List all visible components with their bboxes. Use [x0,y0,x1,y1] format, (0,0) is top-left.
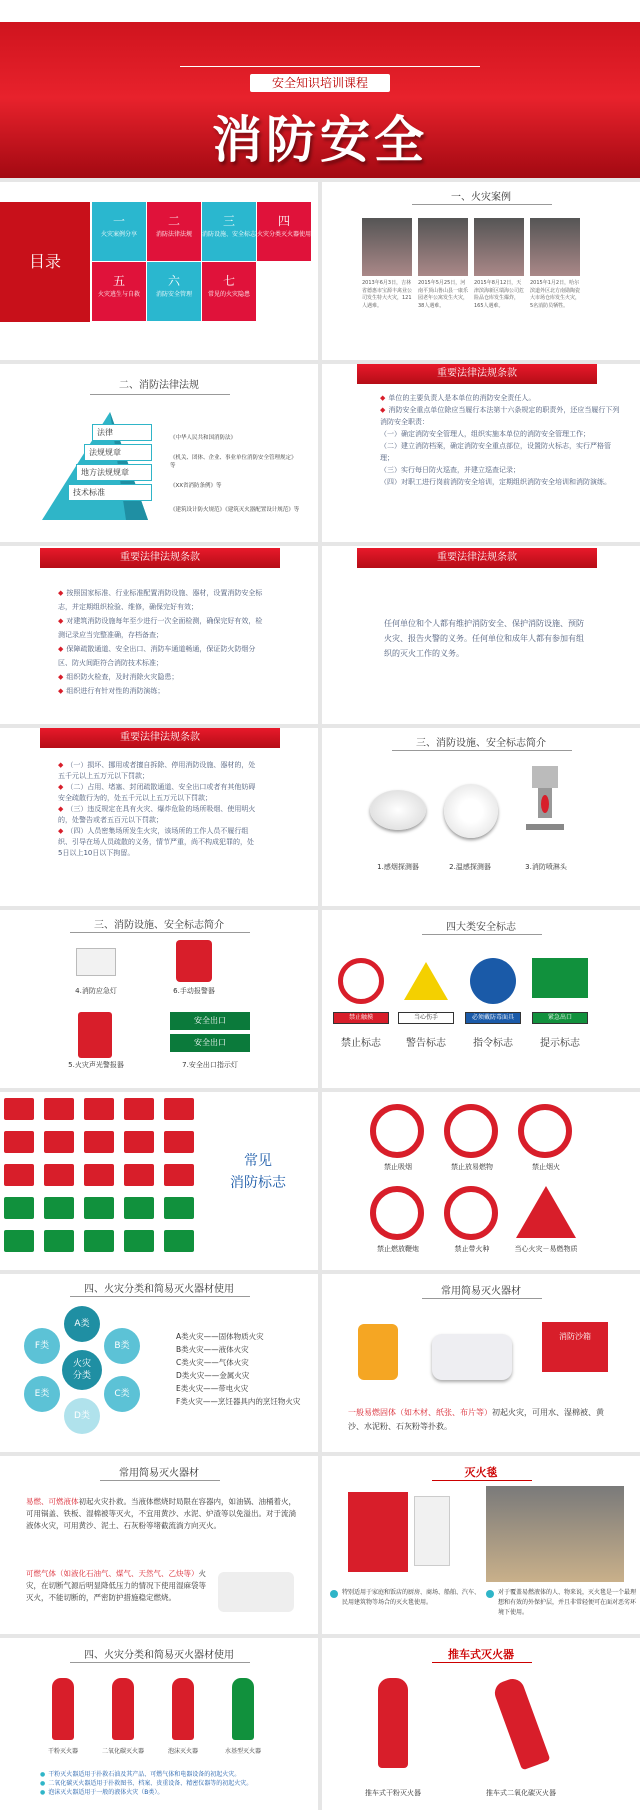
law-level-box: 法规规章 [84,444,152,461]
bullet-icon: ◆ [58,589,64,597]
class-node: B类 [104,1328,140,1364]
rule-text: （四）对职工进行岗前消防安全培训，定期组织消防安全培训和消防演练。 [380,478,611,486]
rule-text: （二）占用、堵塞、封闭疏散通道、安全出口或者有其他妨碍安全疏散行为的，处五千元以上五万元以下罚款； [58,783,256,802]
cover-slide [0,0,640,178]
cart-caption: 推车式干粉灭火器 [365,1789,421,1797]
class-node: A类 [64,1306,100,1342]
rules3-slide [322,546,640,724]
rule-text: （三）违反规定在具有火灾、爆炸危险的场所吸烟、使用明火的，处警告或者五百元以下罚款； [58,805,256,824]
classes-center: 火灾 分类 [62,1350,102,1390]
small-sign-icon [124,1197,154,1219]
law-note: 《XX省消防条例》等 [170,483,222,489]
bullet-icon: ◆ [380,394,386,402]
rule-text: 单位的主要负责人是本单位的消防安全责任人。 [388,394,536,402]
note-dot-icon: ● [40,1789,46,1796]
forbid-grid [322,1092,640,1270]
cart-slide [322,1638,640,1810]
sign-tag: 当心伤手 [398,1012,454,1024]
rule-text: 消防安全重点单位除应当履行本法第十六条规定的职责外，还应当履行下列消防安全职责： [380,406,620,426]
law-title: 二、消防法律法规 [119,380,199,391]
extinguisher-label: 水基型灭火器 [224,1748,261,1755]
rule-line [380,440,620,464]
extinguisher-icon [112,1678,134,1740]
forbid-sign-icon [370,1186,424,1240]
rules4-slide [0,728,318,906]
simple2-title: 常用简易灭火器材 [119,1468,199,1479]
extinguisher-label: 干粉灭火器 [47,1748,78,1755]
rule-line [380,464,620,476]
rule-text: （二）建立消防档案，确定消防安全重点部位，设置防火标志，实行严格管理； [380,442,611,462]
rule-text: 组织进行有针对性的消防演练； [66,687,165,695]
toc-item-num: 三 [222,214,235,228]
rule-text: 按照国家标准、行业标准配置消防设施、器材，设置消防安全标志，并定期组织检验、维修，确保完好有效； [58,589,263,611]
blanket-slide [322,1456,640,1634]
law-note: 《建筑设计防火规范》《建筑灭火器配置设计规范》等 [170,507,300,513]
rules1-text [380,392,620,488]
class-node: C类 [104,1376,140,1412]
ext-slide [0,1638,318,1810]
tip-dot-icon [330,1590,338,1598]
forbid-sign-icon [444,1104,498,1158]
rule-line [58,684,268,698]
small-sign-icon [44,1131,74,1153]
cases-list [362,218,632,358]
rules2-text [58,586,268,698]
law-level-box: 技术标准 [68,484,152,501]
law-note: 《机关、团体、企业、事业单位消防安全管理规定》等 [170,455,297,469]
toc-item-num: 五 [112,274,125,288]
small-sign-icon [4,1164,34,1186]
rule-text: （一）确定消防安全管理人，组织实施本单位的消防安全管理工作； [380,430,590,438]
forbid-label: 禁止放易燃物 [451,1163,493,1171]
rule-line [380,404,620,428]
case-caption: 2015年8月12日，天津滨海新区瑞海公司危险品仓库发生爆炸，165人遇难。 [474,280,525,309]
forbid-label: 禁止烟火 [532,1163,560,1171]
small-sign-icon [84,1197,114,1219]
four-title: 四大类安全标志 [446,922,516,933]
small-sign-icon [84,1098,114,1120]
wet-blanket-icon [432,1334,512,1380]
small-sign-icon [4,1230,34,1252]
bullet-icon: ◆ [58,805,64,813]
small-sign-icon [164,1131,194,1153]
equip-caption: 7.安全出口指示灯 [182,1061,238,1069]
extinguisher-icon [52,1678,74,1740]
rules1-header: 重要法律法规条款 [357,364,597,384]
small-sign-icon [164,1098,194,1120]
forbid-sign-icon [370,1104,424,1158]
gas-valve-icon [218,1572,294,1612]
classes-slide [0,1274,318,1452]
small-sign-icon [164,1197,194,1219]
simple-text: 一般易燃固体（如木材、纸张、布片等）初起火灾，可用水、湿棉被、黄沙、水泥粉、石灰粉等扑救。 [348,1408,604,1431]
note-text: 干粉灭火器适用于扑救石油及其产品、可燃气体和电器设备的初起火灾。 [48,1771,241,1778]
class-node: E类 [24,1376,60,1412]
exit-sign-2: 安全出口 [170,1034,250,1052]
class-node: D类 [64,1398,100,1434]
rule-line [58,804,258,826]
cover-title: 消防安全 [212,111,428,169]
rule-line [58,586,268,614]
law-level-box: 法律 [92,424,152,441]
rules2-slide [0,546,318,724]
rule-line [380,392,620,404]
rule-line [58,642,268,670]
rules4-text [58,760,258,859]
toc-item-num: 二 [167,214,180,228]
equip-caption: 4.消防应急灯 [75,987,117,995]
law-slide [0,364,318,542]
extinguisher-label: 二氧化碳灭火器 [101,1748,144,1755]
small-sign-icon [84,1230,114,1252]
rule-line [380,476,620,488]
common-title: 常见 消防标志 [230,1153,286,1191]
cover-line [180,66,480,67]
note-text: 二氧化碳灭火器适用于扑救图书、档案、贵重设备、精密仪器等的初起火灾。 [48,1780,253,1787]
rules3-text: 任何单位和个人都有维护消防安全、保护消防设施、预防火灾、报告火警的义务。任何单位和成年人都有参加有组织的灭火工作的义务。 [384,619,584,658]
cart-title: 推车式灭火器 [448,1648,514,1661]
small-sign-icon [84,1164,114,1186]
note-dot-icon: ● [40,1780,46,1787]
law-note: 《中华人民共和国消防法》 [170,435,237,441]
tip-text: 对于覆盖易燃液体的人、物来说，灭火毯是一个最理想和有效的外保护层，并且非常轻便可在面对恶劣环境下使用。 [498,1589,637,1616]
simple-slide [322,1274,640,1452]
four-signs-slide [322,910,640,1088]
case-caption: 2015年5月25日，河南平顶山鲁山县一康乐园老年公寓发生火灾，38人遇难。 [418,280,469,309]
forbid-label: 禁止燃放鞭炮 [377,1245,419,1253]
small-sign-icon [124,1098,154,1120]
bullet-icon: ◆ [380,406,386,414]
exit-sign-1: 安全出口 [170,1012,250,1030]
case-photo [418,218,468,276]
toc-item-text: 火灾分类灭火器使用 [257,231,312,238]
toc-item-text: 火灾案例分享 [100,231,137,238]
rule-text: （一）损坏、挪用或者擅自拆除、停用消防设施、器材的，处五千元以上五万元以下罚款； [58,761,256,780]
simple2-slide [0,1456,318,1634]
forbid-label: 禁止吸烟 [384,1163,412,1171]
case-photo [474,218,524,276]
rule-text: （四）人员密集场所发生火灾，该场所的工作人员不履行组织、引导在场人员疏散的义务，情节严重，尚不构成犯罪的，处5日以上10日以下拘留。 [58,827,254,857]
simple2-p2: 可燃气体（如液化石油气、煤气、天然气、乙炔等）火灾，在切断气源后明显降低压力的情况下使用湿麻袋等灭火，不能切断的，严密防护措施稳定燃烧。 [26,1569,206,1602]
toc-item[interactable] [92,202,146,261]
cover-subtitle: 安全知识培训课程 [250,74,390,92]
sign-label: 提示标志 [540,1038,580,1049]
ext-notes [40,1770,310,1797]
toc-item-num: 一 [112,214,125,228]
forbid-slide [322,1092,640,1270]
small-sign-icon [84,1131,114,1153]
sign-tag: 禁止触摸 [333,1012,389,1024]
bullet-icon: ◆ [58,617,64,625]
equip1-captions [322,728,640,906]
rule-line [58,670,268,684]
equip-caption: 5.火灾声光警报器 [68,1061,124,1069]
extinguisher-label: 泡沫灭火器 [167,1748,198,1755]
small-sign-icon [164,1230,194,1252]
toc-item[interactable] [202,262,256,321]
case-photo [530,218,580,276]
bullet-icon: ◆ [58,761,64,769]
forbid-sign-icon [444,1186,498,1240]
rules1-slide [322,364,640,542]
small-sign-icon [164,1164,194,1186]
sign-label: 禁止标志 [341,1038,381,1049]
small-sign-icon [44,1230,74,1252]
bullet-icon: ◆ [58,645,64,653]
class-line: A类火灾——固体物质火灾 [176,1332,264,1341]
bullet-icon: ◆ [58,827,64,835]
rule-line [58,826,258,859]
toc-item-text: 常见的火灾隐患 [207,291,250,298]
toc-item[interactable] [147,262,201,321]
equip-caption: 2.温感探测器 [449,863,491,871]
ext-title: 四、火灾分类和简易灭火器材使用 [84,1650,234,1661]
tip-dot-icon [486,1590,494,1598]
extinguisher-icon [232,1678,254,1740]
bullet-icon: ◆ [58,783,64,791]
toc-grid [92,202,312,322]
rule-text: 对建筑消防设施每年至少进行一次全面检测，确保完好有效，检测记录应当完整准确，存档备查； [58,617,263,639]
case-caption: 2015年1月2日，哈尔滨道外区北方南勋陶瓷大市场仓库发生火灾，5名消防员牺牲。 [530,280,581,309]
sand-box-icon: 消防沙箱 [542,1322,608,1372]
equip1-slide [322,728,640,906]
cover-top-strip [0,0,640,22]
rules2-header: 重要法律法规条款 [40,548,280,568]
equip2-slide [0,910,318,1088]
ext-note [40,1788,310,1797]
class-line: F类火灾——烹饪器具内的烹饪物火灾 [176,1397,301,1406]
law-level-box: 地方法规规章 [76,464,152,481]
equip-caption: 1.感烟探测器 [377,863,419,871]
firefighter-icon [358,1324,398,1380]
class-line: E类火灾——带电火灾 [176,1384,249,1393]
blanket-title: 灭火毯 [464,1466,498,1479]
equip2-captions [0,910,318,1088]
rule-text: 保障疏散通道、安全出口、消防车通道畅通，保证防火防烟分区、防火间距符合消防技术标准； [58,645,256,667]
sign-tag: 紧急出口 [532,1012,588,1024]
simple2-p1: 易燃、可燃液体初起火灾扑救。当液体燃烧时局限在容器内，如油锅、油桶着火，可用锅盖、铁板、湿棉被等灭火，不宜用黄沙、水泥、炉渣等以免溢出。对于流淌液体火灾，可用黄沙、泥土、石灰粉等堵截流淌方向灭火。 [26,1497,296,1530]
small-sign-icon [4,1131,34,1153]
common-signs-slide [0,1092,318,1270]
sign-grid [4,1098,204,1264]
law-levels [0,364,318,542]
rule-line [380,428,620,440]
sign-label: 警告标志 [406,1038,446,1049]
four-list [322,910,640,1088]
forbid-label: 禁止带火种 [454,1245,490,1253]
toc-item[interactable] [257,202,311,261]
rules4-header: 重要法律法规条款 [40,728,280,748]
ext-note [40,1770,310,1779]
class-node: F类 [24,1328,60,1364]
toc-item-num: 六 [167,274,180,288]
toc-item[interactable] [92,262,146,321]
small-sign-icon [124,1131,154,1153]
toc-item-text: 消防安全管理 [155,291,192,298]
bullet-icon: ◆ [58,673,64,681]
equip2-title: 三、消防设施、安全标志简介 [94,920,224,931]
equip1-title: 三、消防设施、安全标志简介 [416,738,546,749]
class-line: D类火灾——金属火灾 [176,1371,250,1380]
blanket-tips [322,1456,640,1634]
toc-item-text: 消防法律法规 [155,231,192,238]
cart-caption: 推车式二氧化碳灭火器 [486,1789,556,1797]
equip-caption: 3.消防喷淋头 [525,863,567,871]
small-sign-icon [4,1098,34,1120]
rule-line [58,760,258,782]
case-caption: 2013年6月3日，吉林省德惠市宝源丰禽业公司发生特大火灾，121人遇难。 [362,280,413,309]
sign-tag: 必须戴防毒面具 [465,1012,521,1024]
toc-item-num: 七 [222,274,235,288]
small-sign-icon [44,1098,74,1120]
toc-item[interactable] [147,202,201,261]
toc-slide [0,182,318,360]
small-sign-icon [4,1197,34,1219]
classes-lines [176,1330,316,1408]
toc-item-text: 火灾逃生与自救 [97,291,140,298]
small-sign-icon [44,1197,74,1219]
equip-caption: 6.手动报警器 [173,987,215,995]
forbid-sign-icon [518,1104,572,1158]
cases-slide [322,182,640,360]
rule-line [58,782,258,804]
rule-text: （三）实行每日防火巡查，并建立巡查记录； [380,466,520,474]
small-sign-icon [124,1164,154,1186]
note-text: 泡沫灭火器适用于一般的液体火灾（B类）。 [48,1789,164,1796]
ext-note [40,1779,310,1788]
cases-title: 一、火灾案例 [451,192,511,203]
class-line: C类火灾——气体火灾 [176,1358,249,1367]
rule-text: 组织防火检查，及时消除火灾隐患； [66,673,179,681]
warning-fire-sign-icon [516,1186,576,1238]
extinguisher-icon [172,1678,194,1740]
small-sign-icon [44,1164,74,1186]
simple-title: 常用简易灭火器材 [441,1286,521,1297]
toc-item-text: 消防设施、安全标志 [202,231,257,238]
cart-captions [322,1638,640,1810]
note-dot-icon: ● [40,1771,46,1778]
class-line: B类火灾——液体火灾 [176,1345,249,1354]
case-photo [362,218,412,276]
forbid-label: 当心火灾－易燃物质 [514,1245,578,1253]
classes-title: 四、火灾分类和简易灭火器材使用 [84,1284,234,1295]
toc-label: 目录 [0,202,90,322]
toc-item-num: 四 [277,214,290,228]
sign-label: 指令标志 [473,1038,513,1049]
bullet-icon: ◆ [58,687,64,695]
small-sign-icon [124,1230,154,1252]
tip-text: 特别适用于家庭和饭店的厨房、商场、船舶、汽车、民用建筑物等场合的灭火毯使用。 [342,1589,481,1606]
rules3-header: 重要法律法规条款 [357,548,597,568]
rule-line [58,614,268,642]
toc-item[interactable] [202,202,256,261]
